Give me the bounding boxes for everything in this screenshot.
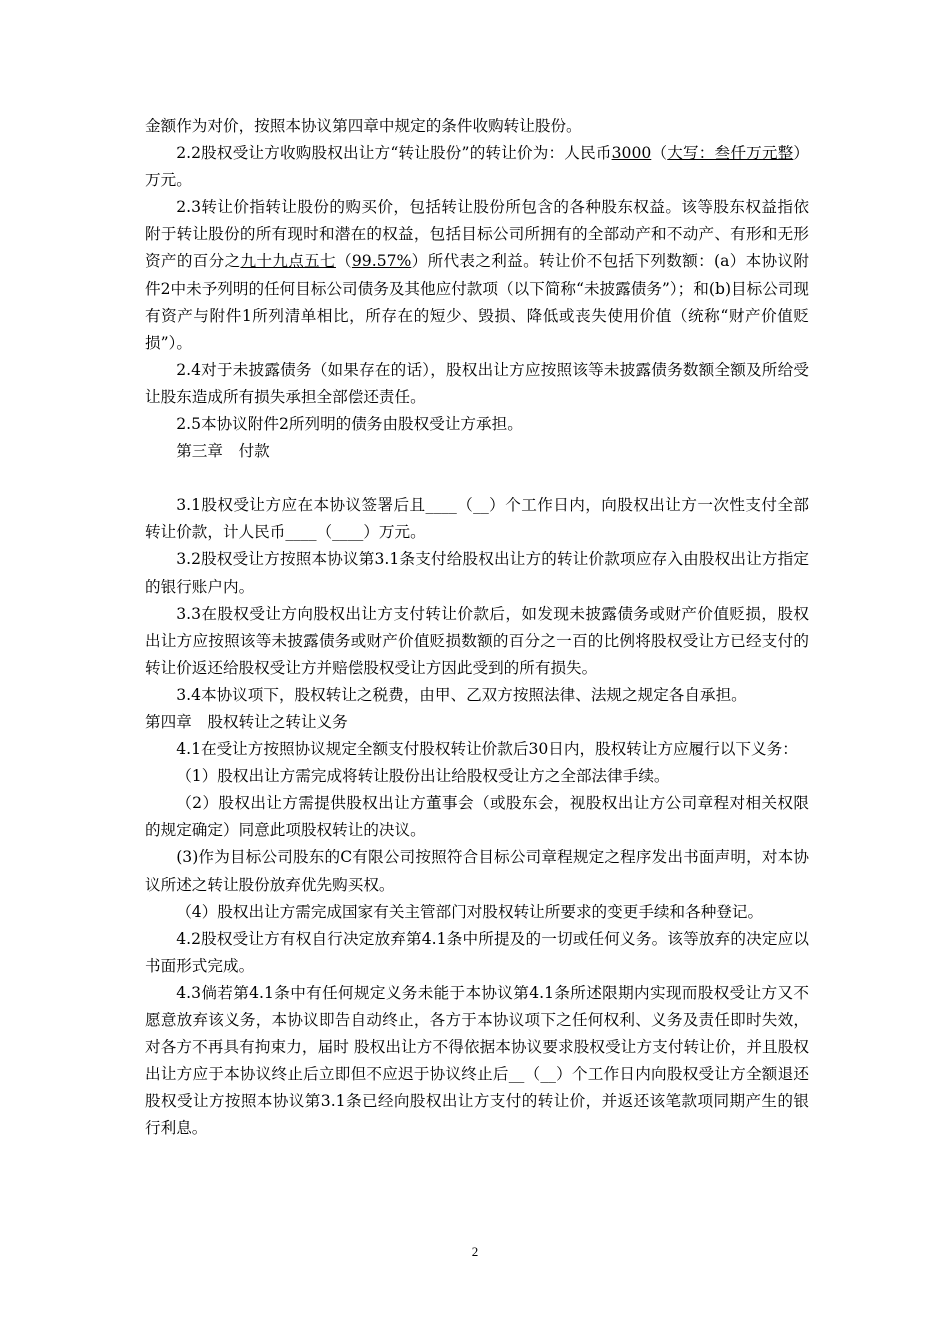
- clause-3-3: 3.3在股权受让方向股权出让方支付转让价款后，如发现未披露债务或财产价值贬损，股权出让方应按照该等未披露债务或财产价值贬损数额的百分之一百的比例将股权受让方已经支付的转让价返还给股权受让方并赔偿股权受让方因此受到的所有损失。: [145, 604, 809, 677]
- clause-2-3: [145, 194, 809, 357]
- obligation-1: （1）股权出让方需完成将转让股份出让给股权受让方之全部法律手续。: [176, 767, 670, 786]
- clause-2-3-tail: ）所代表之利益。转让价不包括下列数额：(a）本协议附件2中未予列明的任何目标公司债务及其他应付款项（以下简称“未披露债务”）；和(b)目标公司现有资产与附件1所列清单相比，所存在的短少、毁损、降低或丧失使用价值（统称“财产价值贬损”）。: [145, 252, 809, 352]
- spacer: [145, 465, 809, 492]
- obligation-3: (3)作为目标公司股东的C有限公司按照符合目标公司章程规定之程序发出书面声明，对本协议所述之转让股份放弃优先购买权。: [145, 848, 809, 894]
- clause-2-2-tail: ）万元。: [145, 144, 809, 190]
- price-amount: 3000: [611, 144, 652, 163]
- clause-2-4: 2.4对于未披露债务（如果存在的话），股权出让方应按照该等未披露债务数额全额及所给受让股东造成所有损失承担全部偿还责任。: [145, 360, 809, 406]
- chapter-4-heading: 第四章 股权转让之转让义务: [145, 712, 348, 731]
- chapter-3-heading: 第三章 付款: [176, 442, 270, 461]
- clause-3-1: 3.1股权受让方应在本协议签署后且____（__）个工作日内，向股权出让方一次性支付全部转让价款，计人民币____（____）万元。: [145, 496, 809, 542]
- percentage-value: 99.57%: [351, 252, 412, 271]
- clause-2-2-text: 2.2股权受让方收购股权出让方“转让股份”的转让价为：人民币: [176, 144, 612, 163]
- clause-2-3-text: 2.3转让价指转让股份的购买价，包括转让股份所包含的各种股东权益。该等股东权益指依附于转让股份的所有现时和潜在的权益，包括目标公司所拥有的全部动产和不动产、有形和无形资产的百分之: [145, 198, 809, 271]
- clause-3-4: 3.4本协议项下，股权转让之税费，由甲、乙双方按照法律、法规之规定各自承担。: [176, 685, 747, 704]
- bracket-open: （: [335, 252, 352, 271]
- bracket-open: （: [651, 144, 668, 163]
- price-in-words: 大写：叁仟万元整: [667, 144, 794, 163]
- clause-2-2: [145, 140, 809, 194]
- clause-2-5: 2.5本协议附件2所列明的债务由股权受让方承担。: [176, 415, 523, 434]
- page-number: 2: [471, 1244, 479, 1259]
- document-page: [145, 113, 809, 1142]
- paragraph-continuation: 金额作为对价，按照本协议第四章中规定的条件收购转让股份。: [145, 117, 582, 135]
- percentage-words: 九十九点五七: [240, 252, 336, 271]
- obligation-2: （2）股权出让方需提供股权出让方董事会（或股东会，视股权出让方公司章程对相关权限的规定确定）同意此项股权转让的决议。: [145, 794, 809, 840]
- clause-4-2: 4.2股权受让方有权自行决定放弃第4.1条中所提及的一切或任何义务。该等放弃的决定应以书面形式完成。: [145, 929, 809, 975]
- clause-4-3: 4.3倘若第4.1条中有任何规定义务未能于本协议第4.1条所述限期内实现而股权受让方又不愿意放弃该义务，本协议即告自动终止，各方于本协议项下之任何权利、义务及责任即时失效，对各方不再具有拘束力，届时 股权出让方不得依据本协议要求股权受让方支付转让价，并且股权出让方应于本协议终止后立即但不应迟于协议终止后__（__）个工作日内向股权受让方全额退还股权受让方按照本协议第3.1条已经向股权出让方支付的转让价，并返还该笔款项同期产生的银行利息。: [145, 983, 809, 1138]
- clause-3-2: 3.2股权受让方按照本协议第3.1条支付给股权出让方的转让价款项应存入由股权出让方指定的银行账户内。: [145, 550, 809, 596]
- clause-4-1: 4.1在受让方按照协议规定全额支付股权转让价款后30日内，股权转让方应履行以下义务：: [176, 740, 798, 759]
- obligation-4: （4）股权出让方需完成国家有关主管部门对股权转让所要求的变更手续和各种登记。: [176, 902, 764, 921]
